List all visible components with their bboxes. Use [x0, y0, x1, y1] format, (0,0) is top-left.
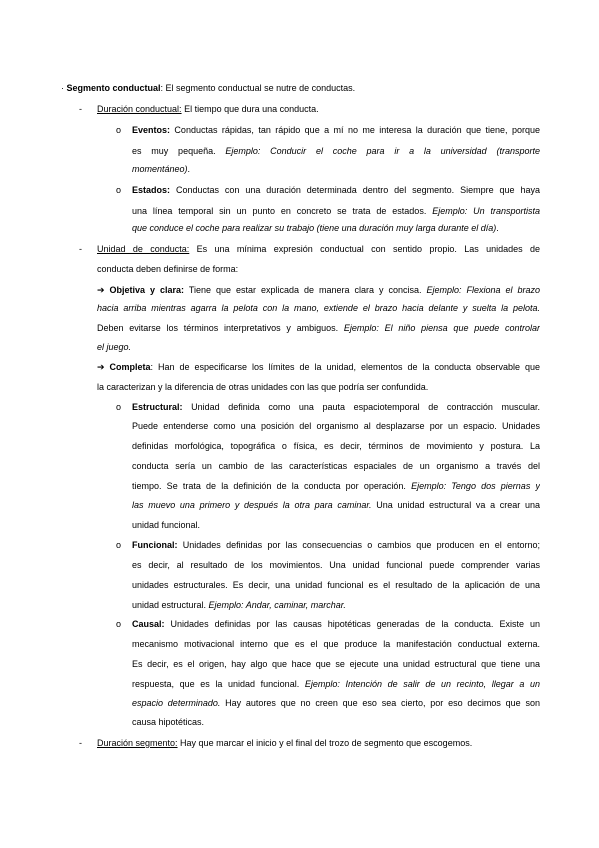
term-causal: Causal:	[132, 619, 165, 629]
objetiva-line-4	[97, 341, 131, 353]
estructural-line-2: Puede entenderse como una posición del organismo al desplazarse por un espacio. Unidades	[132, 421, 540, 431]
circle-marker: o	[116, 402, 122, 412]
objetiva-line-3	[97, 322, 540, 334]
circle-marker: o	[116, 619, 122, 629]
text: Conductas rápidas, tan rápido que a mí no me interesa la duración que tiene, porque	[170, 125, 540, 135]
circle-marker: o	[116, 185, 122, 195]
funcional-line-1	[132, 539, 540, 551]
term-objetiva: Objetiva y clara:	[109, 285, 185, 295]
text: Tiene que estar explicada de manera clara y concisa.	[184, 285, 427, 295]
funcional-line-3: unidades estructurales. Es decir, una unidad funcional es el resultado de la aplicación de una	[132, 580, 540, 590]
estados-line-2	[132, 205, 540, 217]
causal-line-4	[132, 678, 540, 690]
text: Es una mínima expresión conductual con sentido propio. Las unidades de	[189, 244, 540, 254]
example-text: Ejemplo: Andar, caminar, marchar.	[208, 600, 346, 610]
term-unidad-de-conducta: Unidad de conducta:	[97, 244, 190, 254]
text: El tiempo que dura una conducta.	[181, 104, 319, 114]
example-text: Ejemplo: Conducir el coche para ir a la universidad (transporte	[225, 146, 540, 156]
text: Conductas con una duración determinada dentro del segmento. Siempre que haya	[170, 185, 540, 195]
example-text: las muevo una primero y después la otra para caminar.	[132, 500, 372, 510]
dash-marker: -	[79, 738, 82, 748]
text: .	[496, 223, 499, 233]
bullet: ·	[61, 83, 64, 93]
funcional-line-4	[132, 599, 346, 611]
text: una línea temporal sin un punto en concreto se trata de estados.	[132, 206, 433, 216]
text: : Han de especificarse los límites de la unidad, elementos de la conducta observable que	[150, 362, 540, 372]
example-text: el juego.	[97, 342, 132, 352]
causal-line-6: causa hipotéticas.	[132, 717, 205, 727]
text: .	[187, 164, 191, 174]
unidad-line-2: conducta deben definirse de forma:	[97, 264, 239, 274]
text: Hay que marcar el inicio y el final del trozo de segmento que escogemos.	[177, 738, 473, 748]
causal-line-1	[132, 618, 540, 630]
circle-marker: o	[116, 125, 122, 135]
estructural-line-6	[132, 499, 540, 511]
term-duracion-segmento: Duración segmento:	[97, 738, 178, 748]
estructural-line-3: definidas morfológica, topográfica o física, es decir, términos de movimiento y postura. La	[132, 441, 540, 451]
term-duracion-conductual: Duración conductual:	[97, 104, 182, 114]
funcional-line-2: es decir, al resultado de los movimientos. Una unidad funcional puede comprender varias	[132, 560, 540, 570]
example-text: hacia arriba mientras agarra la pelota con la mano, extiende el brazo hacia delante y suelta la pelota.	[97, 303, 540, 313]
example-text: momentáneo)	[132, 164, 188, 174]
text: : El segmento conductual se nutre de conductas.	[160, 83, 356, 93]
example-text: Ejemplo: El niño piensa que puede controlar	[343, 323, 540, 333]
estructural-line-5	[132, 480, 540, 492]
unidad-line-1	[97, 243, 540, 255]
causal-line-3: Es decir, es el origen, hay algo que hace que se ejecute una unidad estructural que tiene una	[132, 659, 540, 669]
example-text: que conduce el coche para realizar su trabajo (tiene una duración muy larga durante el día)	[132, 223, 497, 233]
dash-marker: -	[79, 244, 82, 254]
estados-line-1	[132, 184, 540, 196]
arrow-icon: ➔	[97, 285, 105, 295]
objetiva-line-2	[97, 302, 540, 314]
completa-line-2: la caracterizan y la diferencia de otras unidades con las que podría ser confundida.	[97, 382, 429, 392]
estructural-line-4: conducta sería un cambio de las características espaciales de un organismo a través del	[132, 461, 540, 471]
completa-line-1	[97, 361, 540, 373]
eventos-line-1	[132, 124, 540, 136]
example-text: Ejemplo: Intención de salir de un recinto, llegar a un	[304, 679, 540, 689]
objetiva-line-1	[97, 284, 540, 296]
text: Hay autores que no creen que eso sea cierto, por eso decimos que son	[220, 698, 540, 708]
estructural-line-7: unidad funcional.	[132, 520, 201, 530]
causal-line-2: mecanismo motivacional interno que es el que produce la manifestación conductual externa.	[132, 639, 540, 649]
term-eventos: Eventos:	[132, 125, 171, 135]
example-text: espacio determinado.	[132, 698, 221, 708]
text: Unidades definidas por las consecuencias o cambios que producen en el entorno;	[177, 540, 540, 550]
text: unidad estructural.	[132, 600, 209, 610]
term-completa: Completa	[109, 362, 151, 372]
example-text: Ejemplo: Flexiona el brazo	[426, 285, 540, 295]
estructural-line-1	[132, 401, 540, 413]
circle-marker: o	[116, 540, 122, 550]
dash-marker: -	[79, 104, 82, 114]
causal-line-5	[132, 697, 540, 709]
term-estados: Estados:	[132, 185, 171, 195]
text: Deben evitarse los términos interpretativos y ambiguos.	[97, 323, 344, 333]
text: Unidad definida como una pauta espaciotemporal de contracción muscular.	[182, 402, 540, 412]
section-duracion-segmento	[97, 737, 472, 749]
section-segmento-conductual	[61, 82, 355, 94]
text: Una unidad estructural va a crear una	[371, 500, 540, 510]
eventos-line-2	[132, 145, 540, 157]
term-segmento-conductual: Segmento conductual	[66, 83, 161, 93]
text: es muy pequeña.	[132, 146, 226, 156]
text: Unidades definidas por las causas hipotéticas generadas de la conducta. Existe un	[164, 619, 540, 629]
example-text: Ejemplo: Tengo dos piernas y	[411, 481, 540, 491]
arrow-icon: ➔	[97, 362, 105, 372]
text: tiempo. Se trata de la definición de la conducta por operación.	[132, 481, 412, 491]
term-estructural: Estructural:	[132, 402, 183, 412]
term-funcional: Funcional:	[132, 540, 178, 550]
eventos-line-3	[132, 163, 190, 175]
example-text: Ejemplo: Un transportista	[432, 206, 540, 216]
text: respuesta, que es la unidad funcional.	[132, 679, 305, 689]
estados-line-3	[132, 222, 499, 234]
section-duracion-conductual	[97, 103, 319, 115]
